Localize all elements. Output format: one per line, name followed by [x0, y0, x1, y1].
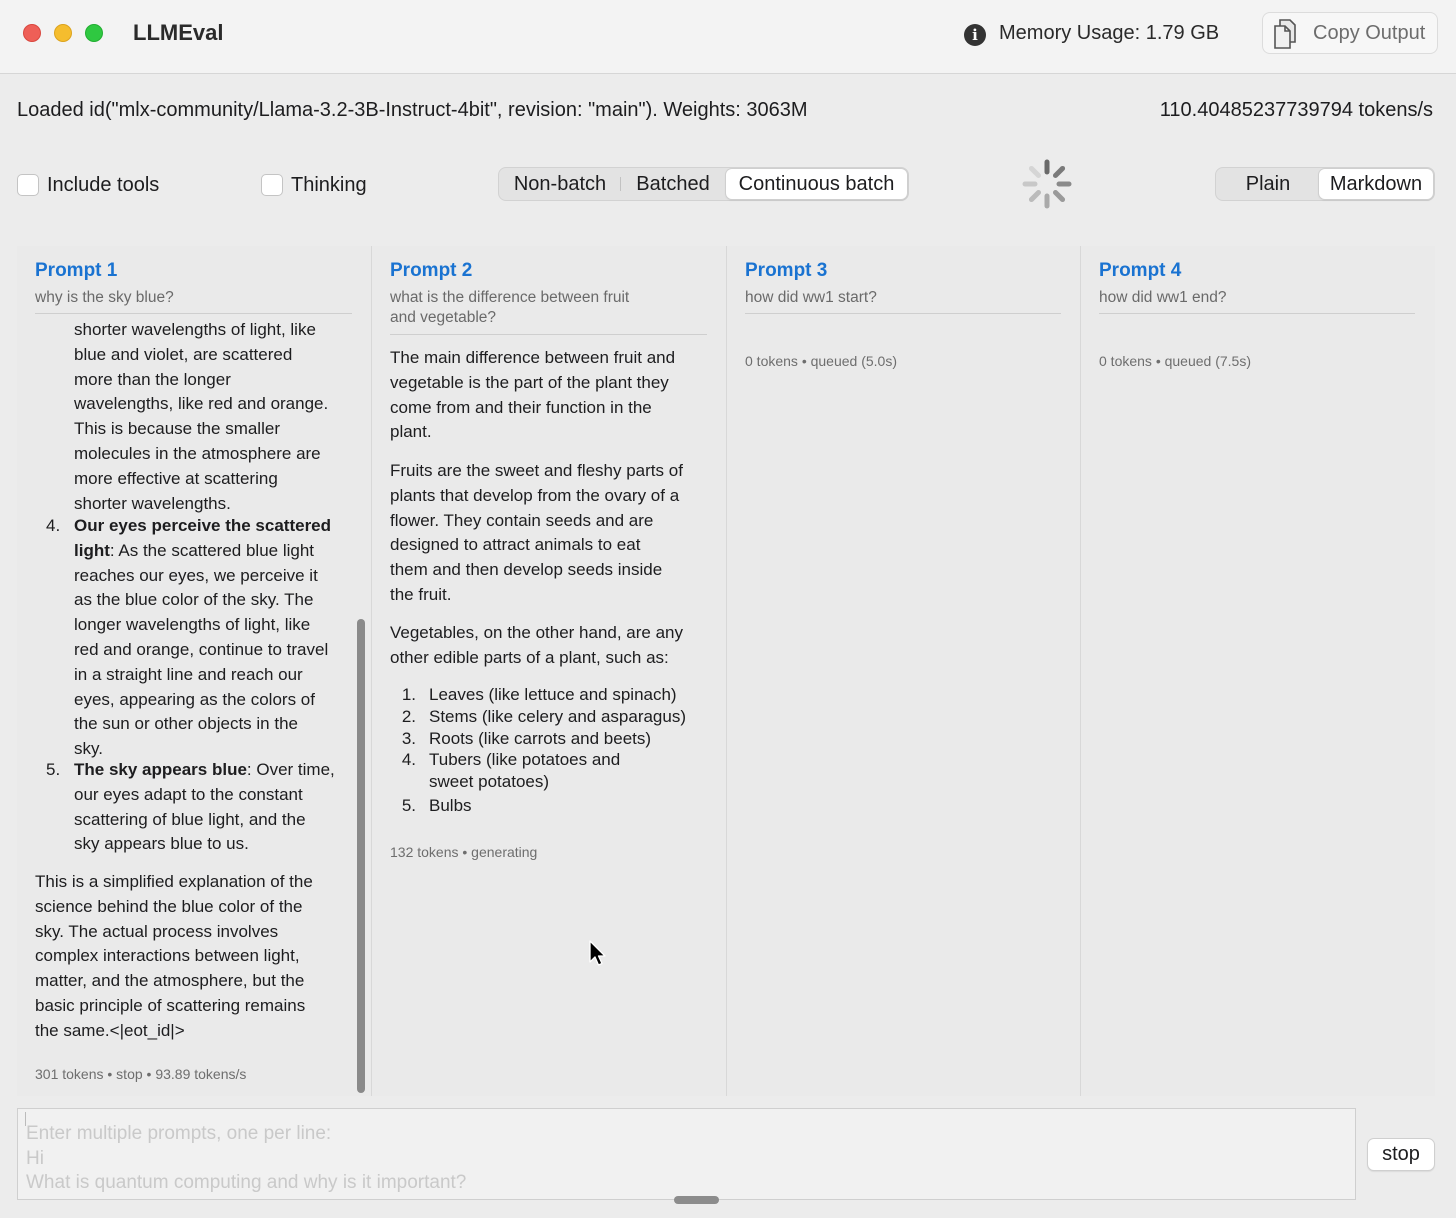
response-meta: 0 tokens • queued (7.5s): [1099, 353, 1251, 369]
copy-document-icon: [1271, 18, 1299, 50]
text-line: other edible parts of a plant, such as:: [390, 647, 669, 667]
text-line: the sun or other objects in the: [74, 714, 298, 734]
prompt-question: how did ww1 start?: [745, 289, 877, 306]
text-line: flower. They contain seeds and are: [390, 510, 654, 530]
text-line: This is because the smaller: [74, 419, 280, 439]
text-line: plant.: [390, 422, 432, 442]
text-line: plants that develop from the ovary of a: [390, 485, 680, 505]
text-line: the same.<|eot_id|>: [35, 1020, 185, 1040]
text-line: This is a simplified explanation of the: [35, 872, 313, 891]
segment-continuous-batch[interactable]: Continuous batch: [726, 169, 907, 199]
list-text: Stems (like celery and asparagus): [429, 706, 687, 726]
text-line: sky. The actual process involves: [35, 921, 279, 941]
thinking-toggle[interactable]: [261, 173, 367, 197]
text-line: reaches our eyes, we perceive it: [74, 565, 318, 585]
list-number: 2.: [401, 706, 416, 726]
bold-text: The sky appears blue: [74, 760, 247, 779]
resize-handle[interactable]: [674, 1196, 719, 1204]
prompt-divider: [745, 313, 1061, 314]
text-line: more than the longer: [74, 369, 231, 389]
prompt-question: why is the sky blue?: [35, 289, 174, 306]
bold-text: Our eyes perceive the scattered: [74, 516, 332, 535]
prompts-input[interactable]: [17, 1108, 1356, 1200]
response-meta: 301 tokens • stop • 93.89 tokens/s: [35, 1066, 247, 1082]
text-line: The main difference between fruit and: [390, 348, 676, 367]
copy-output-button[interactable]: [1262, 12, 1438, 54]
text-line: the fruit.: [390, 584, 452, 604]
text-line: vegetable is the part of the plant they: [390, 372, 669, 392]
prompt-column-3[interactable]: [727, 246, 1081, 1096]
memory-usage-label: Memory Usage: 1.79 GB: [999, 22, 1220, 44]
text-line: Vegetables, on the other hand, are any: [390, 623, 684, 642]
tokens-per-second: 110.40485237739794 tokens/s: [1159, 99, 1433, 121]
list-item-continuation: [390, 771, 720, 795]
text-line: eyes, appearing as the colors of: [74, 689, 315, 709]
text-line: shorter wavelengths.: [74, 493, 231, 513]
text-line: wavelengths, like red and orange.: [74, 394, 329, 414]
thinking-label: Thinking: [291, 173, 367, 196]
prompt-columns: [17, 246, 1435, 1096]
prompt-column-2[interactable]: [372, 246, 727, 1096]
text-line: red and orange, continue to travel: [74, 639, 329, 659]
text-line: in a straight line and reach our: [74, 664, 303, 684]
text-line: more effective at scattering: [74, 468, 278, 488]
conclusion-paragraph: [35, 870, 365, 1044]
segment-batched[interactable]: Batched: [620, 169, 726, 199]
text-line: and vegetable?: [390, 309, 497, 326]
list-item: [390, 795, 720, 817]
loading-spinner-icon: [1021, 158, 1073, 210]
text-span: : Over time,: [246, 760, 335, 779]
vertical-scrollbar[interactable]: [357, 619, 365, 1093]
batch-mode-picker: [498, 167, 909, 201]
text-line: matter, and the atmosphere, but the: [35, 971, 305, 991]
text-line: as the blue color of the sky. The: [74, 590, 314, 610]
list-number: 5.: [46, 760, 61, 779]
prompts-input-placeholder: Enter multiple prompts, one per line: Hi What is quantum computing and why is it important?: [26, 1123, 467, 1194]
prompt-question: [390, 288, 629, 328]
model-loaded-status: Loaded id("mlx-community/Llama-3.2-3B-Instruct-4bit", revision: "main"). Weights: 3063M: [17, 99, 808, 121]
numbered-list: [390, 684, 720, 817]
prompt-title: Prompt 1: [35, 260, 118, 281]
include-tools-checkbox[interactable]: [17, 174, 39, 196]
list-number: 4.: [46, 516, 61, 535]
response-paragraph: [390, 621, 720, 671]
text-line: sky appears blue to us.: [74, 834, 249, 854]
prompt-title: Prompt 3: [745, 260, 828, 281]
list-text: sweet potatoes): [429, 772, 550, 792]
text-line: basic principle of scattering remains: [35, 995, 306, 1015]
text-line: science behind the blue color of the: [35, 896, 303, 916]
include-tools-label: Include tools: [47, 173, 160, 196]
list-number: 3.: [401, 728, 416, 748]
mouse-pointer-icon: [589, 940, 607, 968]
bold-text: light: [74, 540, 110, 560]
segment-markdown[interactable]: Markdown: [1319, 169, 1433, 199]
prompt-title: Prompt 4: [1099, 260, 1182, 281]
prompt-divider: [1099, 313, 1415, 314]
text-line: our eyes adapt to the constant: [74, 784, 303, 804]
list-item-5: [74, 758, 364, 857]
render-mode-picker: [1215, 167, 1435, 201]
text-line: what is the difference between fruit: [390, 289, 630, 306]
close-window-button[interactable]: [23, 24, 41, 42]
prompt-divider: [390, 334, 707, 335]
prompt-title: Prompt 2: [390, 260, 473, 281]
list-text: Roots (like carrots and beets): [429, 728, 652, 748]
text-line: them and then develop seeds inside: [390, 560, 663, 580]
response-meta: 132 tokens • generating: [390, 844, 538, 860]
list-item-4: [74, 514, 364, 762]
list-number: 1.: [401, 685, 416, 704]
response-paragraph: [390, 459, 720, 608]
list-number: 4.: [401, 750, 416, 770]
zoom-window-button[interactable]: [85, 24, 103, 42]
segment-non-batch[interactable]: Non-batch: [513, 172, 607, 195]
text-line: blue and violet, are scattered: [74, 344, 293, 364]
text-span: : As the scattered blue light: [109, 540, 315, 560]
text-line: sky.: [74, 739, 103, 759]
stop-button[interactable]: stop: [1367, 1138, 1435, 1171]
list-item: [390, 728, 720, 750]
text-line: longer wavelengths of light, like: [74, 615, 311, 635]
window-title: LLMEval: [133, 20, 224, 45]
info-icon: i: [964, 24, 986, 46]
text-line: Fruits are the sweet and fleshy parts of: [390, 461, 683, 480]
list-text: Tubers (like potatoes and: [429, 750, 621, 770]
text-line: shorter wavelengths of light, like: [74, 320, 316, 339]
copy-output-label: Copy Output: [1313, 22, 1426, 44]
prompt-column-4[interactable]: [1081, 246, 1435, 1096]
text-line: designed to attract animals to eat: [390, 535, 641, 555]
include-tools-toggle[interactable]: [17, 173, 159, 197]
list-item: [390, 706, 720, 728]
text-line: complex interactions between light,: [35, 946, 300, 966]
text-line: come from and their function in the: [390, 397, 652, 417]
title-bar: [0, 0, 1456, 74]
response-meta: 0 tokens • queued (5.0s): [745, 353, 897, 369]
prompt-question: how did ww1 end?: [1099, 289, 1227, 306]
segment-plain[interactable]: Plain: [1245, 172, 1291, 195]
text-line: scattering of blue light, and the: [74, 809, 306, 829]
list-item-3-tail: [74, 318, 364, 516]
list-text: Bulbs: [429, 796, 472, 816]
response-paragraph: [390, 346, 720, 445]
list-item: [390, 749, 720, 771]
thinking-checkbox[interactable]: [261, 174, 283, 196]
prompt-column-1[interactable]: [17, 246, 372, 1096]
minimize-window-button[interactable]: [54, 24, 72, 42]
response-scroll-area[interactable]: [17, 314, 372, 1096]
text-line: molecules in the atmosphere are: [74, 443, 321, 463]
list-text: Leaves (like lettuce and spinach): [429, 685, 677, 704]
list-item: [390, 684, 720, 706]
list-number: 5.: [401, 796, 416, 816]
